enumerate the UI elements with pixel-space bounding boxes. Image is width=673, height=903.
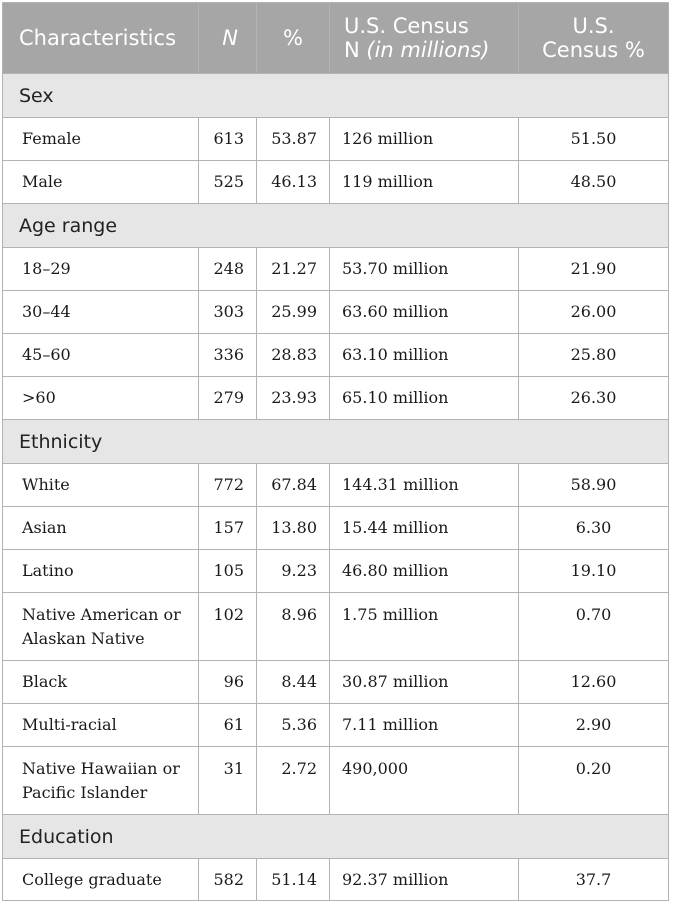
row-label: Latino [3,550,199,593]
row-n: 157 [199,507,257,550]
demographics-table [2,2,669,901]
row-census-n: 30.87 million [330,661,519,704]
table-row [3,118,669,161]
header-percent: % [257,3,330,74]
row-label-line1: Native American or [22,605,181,624]
row-percent: 67.84 [257,464,330,507]
row-n: 525 [199,161,257,204]
header-census-percent [519,3,669,74]
header-characteristics: Characteristics [3,3,199,74]
row-label: 30–44 [3,291,199,334]
row-label-line1: Native Hawaiian or [22,759,180,778]
section-title: Sex [3,74,669,118]
row-census-percent: 0.20 [519,747,669,815]
table-row [3,464,669,507]
row-census-n: 126 million [330,118,519,161]
row-percent: 28.83 [257,334,330,377]
row-n: 772 [199,464,257,507]
row-label: >60 [3,377,199,420]
row-census-percent: 6.30 [519,507,669,550]
row-label-line2: Pacific Islander [22,783,148,802]
row-percent: 9.23 [257,550,330,593]
row-label: Female [3,118,199,161]
row-percent: 8.96 [257,593,330,661]
row-census-n: 53.70 million [330,248,519,291]
header-census-n-line1: U.S. Census [344,14,469,38]
row-census-n: 15.44 million [330,507,519,550]
row-census-n: 144.31 million [330,464,519,507]
row-census-n: 63.60 million [330,291,519,334]
header-census-n-italic: (in millions) [366,38,490,62]
row-census-percent: 26.30 [519,377,669,420]
row-percent: 21.27 [257,248,330,291]
row-n: 303 [199,291,257,334]
row-percent: 8.44 [257,661,330,704]
header-census-n-prefix: N [344,38,367,62]
table-row [3,291,669,334]
row-label: College graduate [3,859,199,901]
header-n: N [199,3,257,74]
table-row [3,377,669,420]
row-census-percent: 26.00 [519,291,669,334]
row-census-n: 46.80 million [330,550,519,593]
row-census-n: 65.10 million [330,377,519,420]
row-label: 45–60 [3,334,199,377]
row-label-line2: Alaskan Native [22,629,145,648]
table-row [3,334,669,377]
table-row [3,661,669,704]
row-label: Black [3,661,199,704]
row-census-percent: 21.90 [519,248,669,291]
row-census-percent: 2.90 [519,704,669,747]
section-title: Ethnicity [3,420,669,464]
table-row [3,248,669,291]
row-label: Asian [3,507,199,550]
row-percent: 2.72 [257,747,330,815]
row-census-n: 490,000 [330,747,519,815]
row-census-percent: 0.70 [519,593,669,661]
section-title: Age range [3,204,669,248]
row-census-percent: 12.60 [519,661,669,704]
row-n: 61 [199,704,257,747]
header-census-percent-line1: U.S. [572,14,615,38]
section-row-age-range [3,204,669,248]
row-label: Multi-racial [3,704,199,747]
table-row [3,747,669,815]
table-row [3,161,669,204]
row-census-percent: 19.10 [519,550,669,593]
row-census-percent: 51.50 [519,118,669,161]
row-percent: 5.36 [257,704,330,747]
row-n: 613 [199,118,257,161]
row-percent: 51.14 [257,859,330,901]
table-row [3,550,669,593]
table-row [3,704,669,747]
section-row-education [3,815,669,859]
row-percent: 53.87 [257,118,330,161]
row-label: Male [3,161,199,204]
row-percent: 46.13 [257,161,330,204]
row-census-n: 63.10 million [330,334,519,377]
row-census-n: 92.37 million [330,859,519,901]
row-census-percent: 25.80 [519,334,669,377]
row-label [3,747,199,815]
row-n: 31 [199,747,257,815]
row-census-n: 119 million [330,161,519,204]
row-label: 18–29 [3,248,199,291]
section-row-sex [3,74,669,118]
row-n: 105 [199,550,257,593]
row-n: 279 [199,377,257,420]
row-label: White [3,464,199,507]
row-percent: 23.93 [257,377,330,420]
row-n: 248 [199,248,257,291]
header-row [3,3,669,74]
row-census-n: 1.75 million [330,593,519,661]
header-census-percent-line2: Census % [542,38,645,62]
row-n: 582 [199,859,257,901]
table-row [3,593,669,661]
row-census-percent: 37.7 [519,859,669,901]
row-census-percent: 58.90 [519,464,669,507]
header-census-n [330,3,519,74]
section-row-ethnicity [3,420,669,464]
row-census-percent: 48.50 [519,161,669,204]
row-label [3,593,199,661]
section-title: Education [3,815,669,859]
row-census-n: 7.11 million [330,704,519,747]
row-percent: 13.80 [257,507,330,550]
row-n: 102 [199,593,257,661]
table-row [3,507,669,550]
table-row [3,859,669,901]
row-n: 336 [199,334,257,377]
row-n: 96 [199,661,257,704]
row-percent: 25.99 [257,291,330,334]
